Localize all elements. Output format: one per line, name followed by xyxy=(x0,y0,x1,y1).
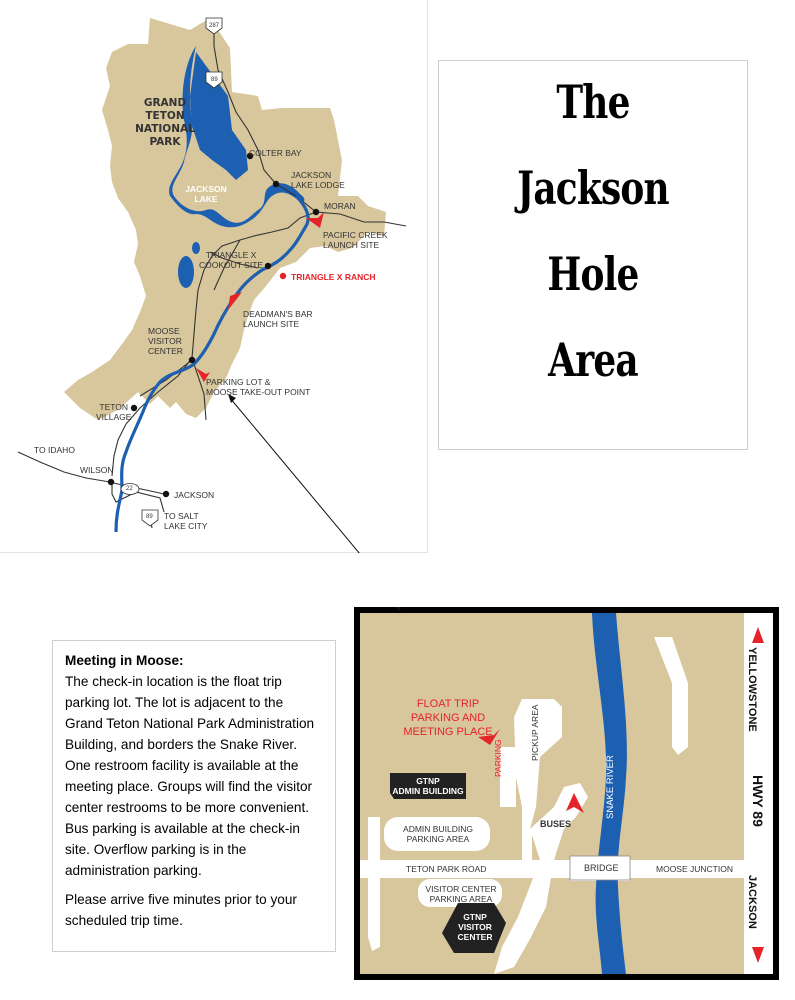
label-to-salt-lake: TO SALT LAKE CITY xyxy=(164,511,208,531)
label-triangle-x-ranch: TRIANGLE X RANCH xyxy=(291,272,376,282)
label-buses: BUSES xyxy=(540,819,572,829)
label-parking-lot: PARKING LOT & MOOSE TAKE-OUT POINT xyxy=(206,377,311,397)
connector-arrowhead-bottom xyxy=(394,607,402,611)
title-word-3: Hole xyxy=(547,247,639,301)
lake-name: JACKSON LAKE xyxy=(185,184,227,204)
title-word-1: The xyxy=(556,75,630,129)
info-heading: Meeting in Moose: xyxy=(65,653,184,668)
shield-89-north: 89 xyxy=(211,77,218,83)
label-deadmans-bar: DEADMAN'S BAR LAUNCH SITE xyxy=(243,309,313,329)
label-bridge: BRIDGE xyxy=(584,863,619,873)
detail-map xyxy=(354,607,779,980)
small-lake xyxy=(178,256,194,288)
info-panel xyxy=(52,640,336,952)
label-gtnp-admin: GTNP ADMIN BUILDING xyxy=(392,776,464,796)
label-triangle-x-cookout: TRIANGLE X COOKOUT SITE xyxy=(199,250,264,270)
label-hwy-89: HWY 89 xyxy=(750,775,766,827)
shield-287: 287 xyxy=(209,23,220,29)
label-moran: MORAN xyxy=(324,201,356,211)
title-word-2: Jackson xyxy=(517,161,669,215)
triangle-x-ranch-dot xyxy=(280,273,286,279)
connector-line xyxy=(230,398,400,553)
label-parking: PARKING xyxy=(493,739,503,777)
label-float-trip-parking: FLOAT TRIP PARKING AND MEETING PLACE xyxy=(403,698,493,738)
label-jackson: JACKSON xyxy=(174,490,215,500)
park-name: GRAND TETON NATIONAL PARK xyxy=(135,97,195,148)
info-closing: Please arrive five minutes prior to your scheduled trip time. xyxy=(65,892,297,928)
label-teton-village: TETON VILLAGE xyxy=(96,402,132,422)
label-gtnp-visitor-center: GTNP VISITOR CENTER xyxy=(457,912,493,942)
label-snake-river: SNAKE RIVER xyxy=(605,755,616,819)
label-wilson: WILSON xyxy=(80,465,114,475)
label-colter-bay: COLTER BAY xyxy=(249,148,302,158)
info-body: The check-in location is the float trip parking lot. The lot is adjacent to the Grand Teton National Park Administration Building, and borders the Snake River. One restroom facility is available at the meeting place. Groups will find the visitor center restrooms to be more convenient. Bus parking is available at the check-in site. Overflow parking is in the administration parking. xyxy=(65,674,315,878)
shield-22: 22 xyxy=(126,486,133,492)
label-moose-junction: MOOSE JUNCTION xyxy=(656,864,733,874)
overview-map xyxy=(0,0,428,553)
shield-89-south: 89 xyxy=(146,514,153,520)
label-visitor-center-parking: VISITOR CENTER PARKING AREA xyxy=(425,884,497,904)
label-moose-visitor-center: MOOSE VISITOR CENTER xyxy=(148,326,183,356)
title-word-4: Area xyxy=(548,333,638,387)
label-jackson-lake-lodge: JACKSON LAKE LODGE xyxy=(291,170,345,190)
label-yellowstone: YELLOWSTONE xyxy=(746,647,758,732)
title-panel xyxy=(438,60,748,450)
label-admin-parking: ADMIN BUILDING PARKING AREA xyxy=(403,824,473,844)
label-pickup-area: PICKUP AREA xyxy=(530,704,540,761)
label-to-idaho: TO IDAHO xyxy=(34,445,75,455)
label-teton-park-road: TETON PARK ROAD xyxy=(406,864,487,874)
detail-side-roads xyxy=(368,817,380,951)
label-pacific-creek: PACIFIC CREEK LAUNCH SITE xyxy=(323,230,388,250)
label-jackson-direction: JACKSON xyxy=(746,875,758,929)
